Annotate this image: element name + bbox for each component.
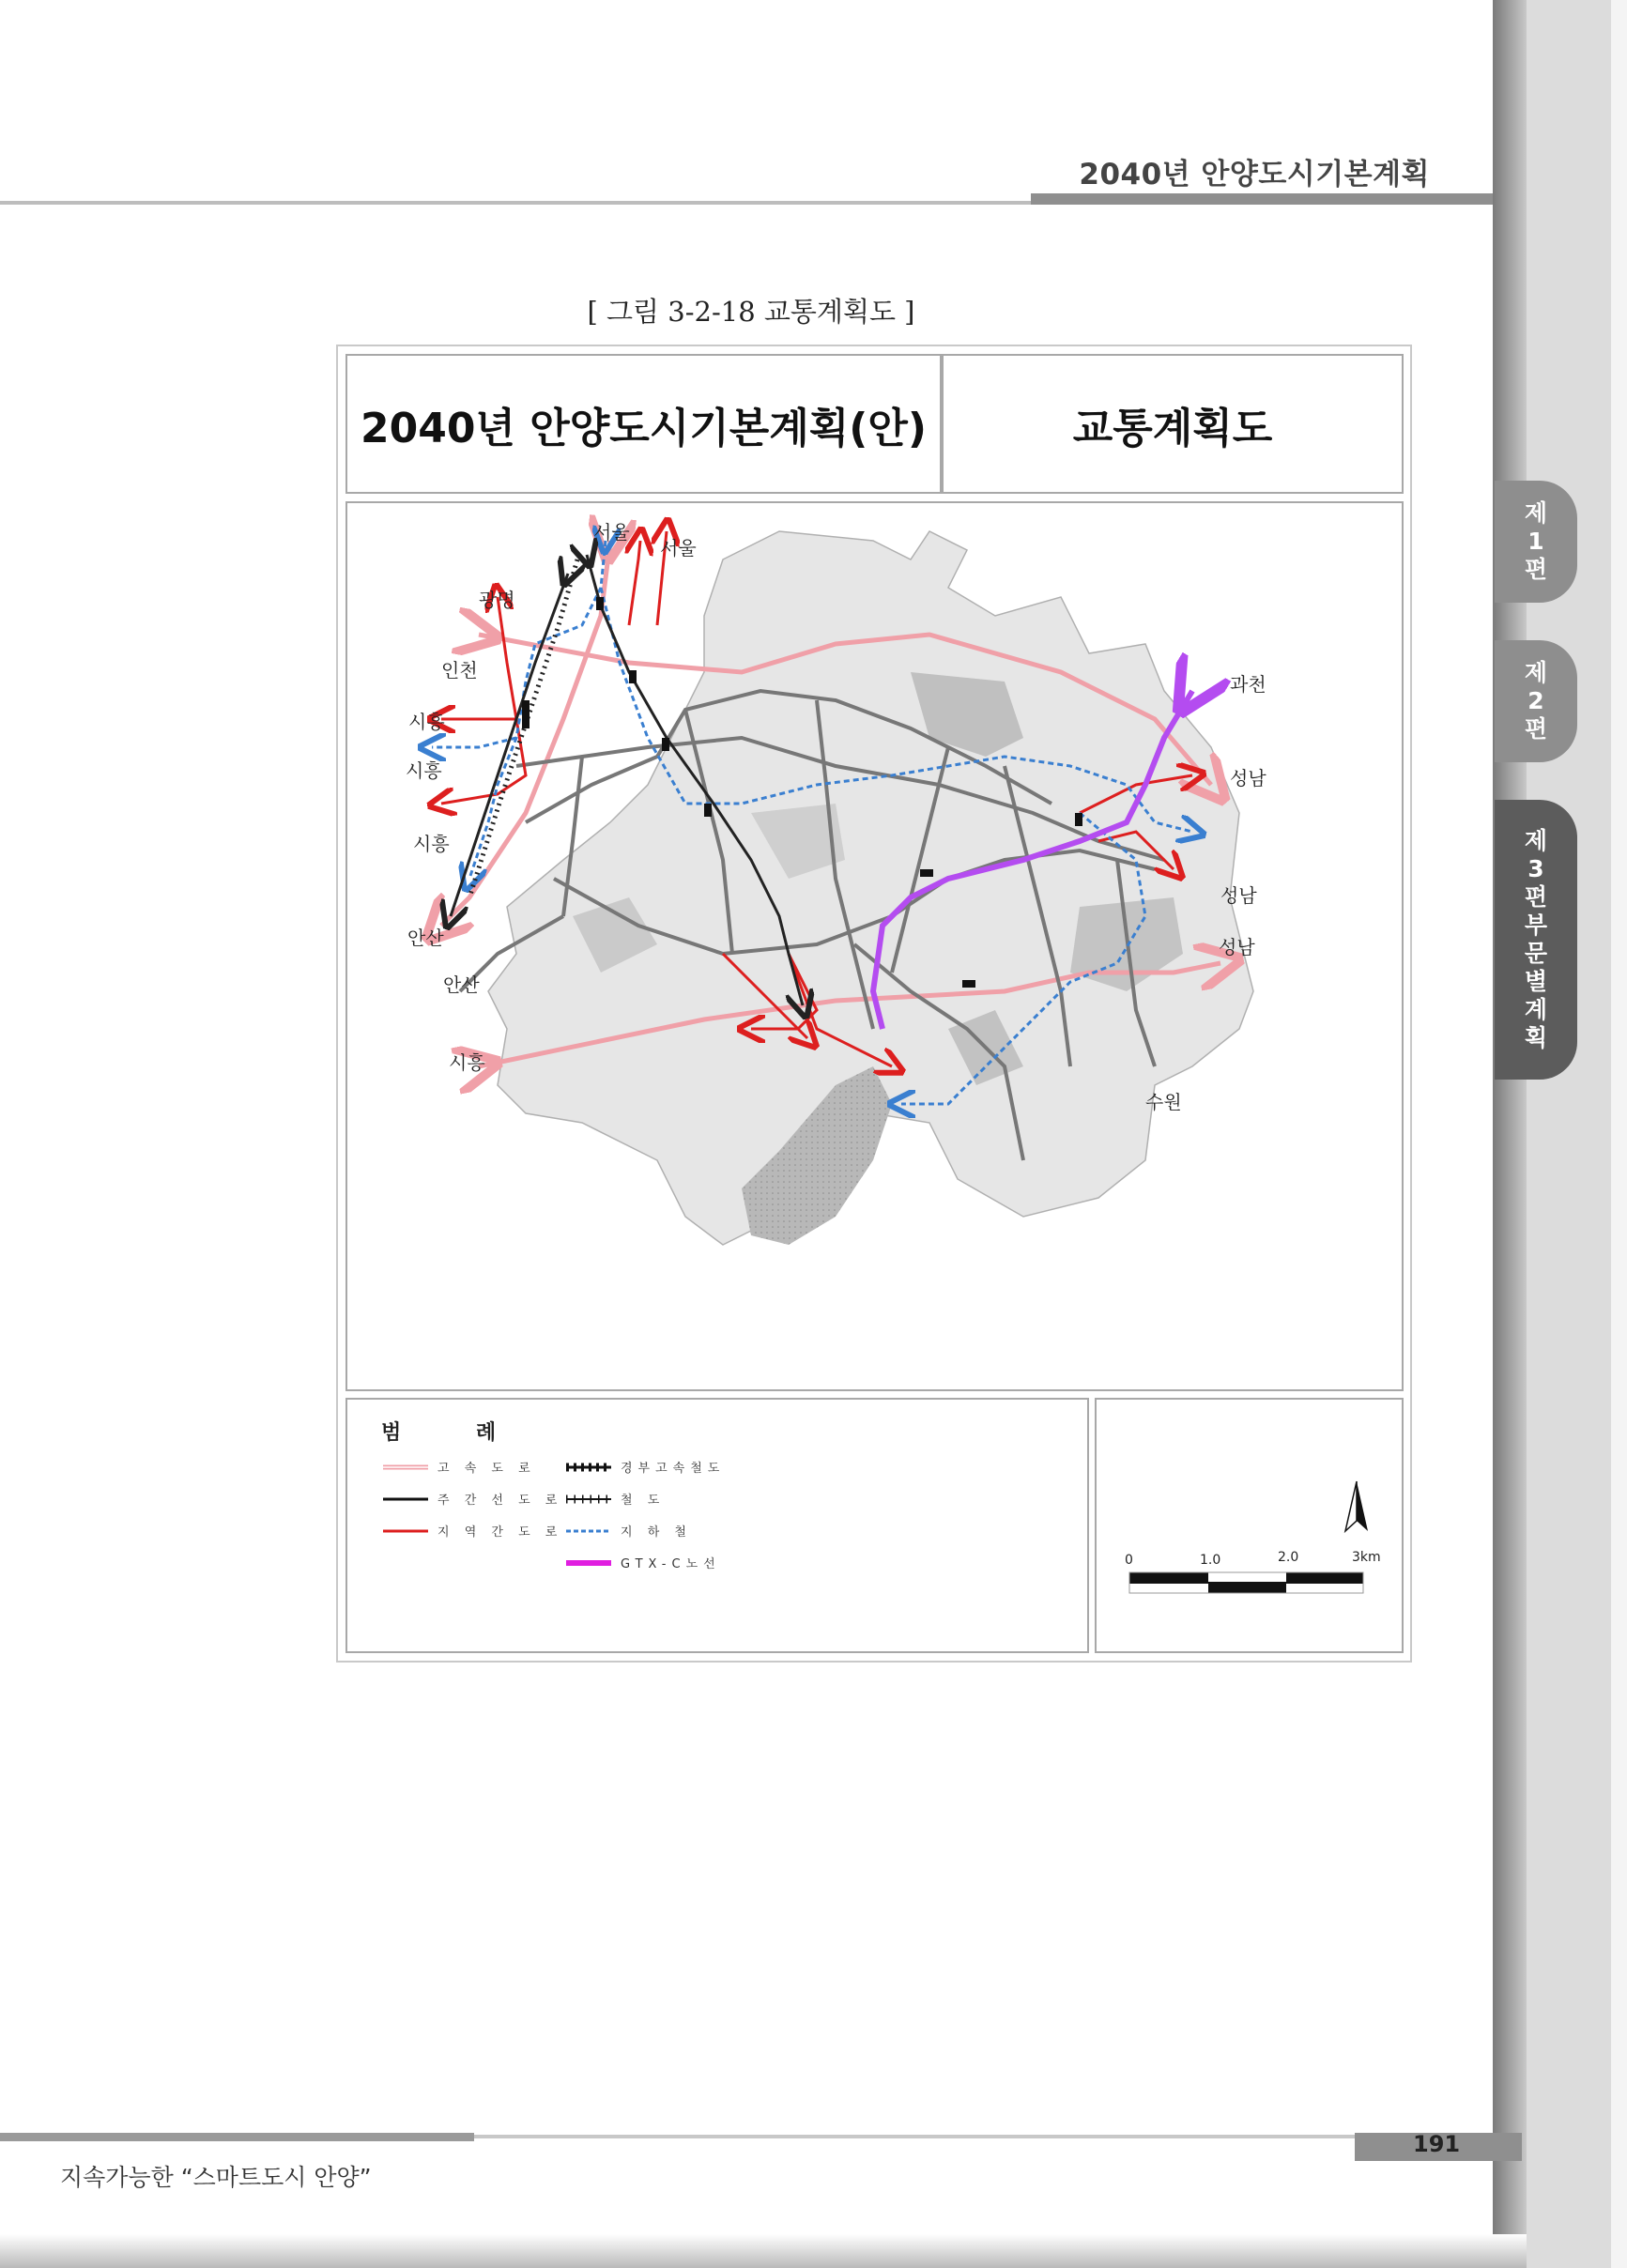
north-arrow-icon (1343, 1479, 1371, 1536)
label-seoul-1: 서울 (593, 521, 630, 544)
scale-label-0: 0 (1125, 1553, 1133, 1568)
legend-label: 고 속 도 로 (437, 1462, 536, 1476)
scale-bar (1128, 1571, 1365, 1596)
tab-char: 3 (1527, 855, 1544, 882)
tab-char: 획 (1524, 1024, 1548, 1051)
tab-char: 부 (1524, 912, 1548, 939)
legend-gtx (566, 1554, 721, 1571)
scale-panel (1095, 1398, 1404, 1653)
scale-label-1: 1.0 (1200, 1553, 1221, 1568)
map-panel (345, 501, 1404, 1391)
legend-panel (345, 1398, 1089, 1653)
label-suwon: 수원 (1145, 1091, 1182, 1113)
legend-regional (383, 1522, 562, 1540)
page-shadow-right (1493, 0, 1527, 2268)
running-header-title: 2040년 안양도시기본계획 (1079, 158, 1430, 192)
header-rule-accent (1031, 193, 1493, 205)
underlying-page-edge (1611, 0, 1627, 2268)
tab-part-1[interactable] (1495, 481, 1577, 603)
railway-swatch-icon (566, 1493, 611, 1506)
tab-char: 제 (1524, 827, 1548, 854)
transport-map (347, 503, 1402, 1389)
figure-caption: [ 그림 3-2-18 교통계획도 ] (587, 296, 915, 328)
legend-title: 범 례 (381, 1421, 530, 1445)
label-gwacheon: 과천 (1230, 673, 1266, 696)
regional-swatch-icon (383, 1525, 428, 1538)
label-incheon: 인천 (441, 659, 478, 682)
label-seongnam-3: 성남 (1219, 936, 1255, 958)
tab-char: 1 (1527, 528, 1544, 555)
page-number: 191 (1413, 2131, 1461, 2157)
plan-title: 2040년 안양도시기본계획(안) (360, 404, 928, 452)
label-siheung-3: 시흥 (413, 833, 450, 855)
plan-title-box (345, 354, 942, 494)
scale-label-3: 3km (1352, 1550, 1381, 1565)
plan-subject: 교통계획도 (1072, 404, 1273, 452)
label-siheung-1: 시흥 (408, 711, 445, 733)
legend-label: 지 역 간 도 로 (437, 1525, 563, 1540)
label-ansan-2: 안산 (443, 973, 480, 996)
plan-subject-box (942, 354, 1404, 494)
legend-label: 주 간 선 도 로 (437, 1494, 563, 1508)
legend-expressway (383, 1458, 536, 1476)
tab-char: 2 (1527, 687, 1544, 714)
footer-book-title: 지속가능한 “스마트도시 안양” (60, 2164, 372, 2191)
subway-swatch-icon (566, 1525, 611, 1538)
footer-rule-accent (0, 2133, 474, 2141)
legend-railway (566, 1490, 665, 1508)
legend-label: GTX-C노선 (621, 1557, 721, 1571)
tab-char: 제 (1524, 659, 1548, 686)
legend-label: 철 도 (621, 1494, 666, 1508)
label-siheung-4: 시흥 (449, 1051, 485, 1074)
label-seongnam-1: 성남 (1230, 767, 1266, 789)
legend-label: 지 하 철 (621, 1525, 692, 1540)
label-siheung-2: 시흥 (406, 759, 442, 782)
expressway-swatch-icon (383, 1461, 428, 1474)
tab-char: 제 (1524, 499, 1548, 527)
tab-part-2[interactable] (1495, 640, 1577, 762)
label-seoul-2: 서울 (660, 537, 697, 559)
ktx-swatch-icon (566, 1461, 611, 1474)
tab-char: 편 (1524, 715, 1548, 743)
legend-ktx (566, 1458, 725, 1476)
arterial-swatch-icon (383, 1493, 428, 1506)
scale-label-2: 2.0 (1278, 1550, 1299, 1565)
plan-frame (336, 345, 1412, 1663)
tab-char: 별 (1524, 968, 1548, 995)
legend-arterial (383, 1490, 562, 1508)
label-gwangmyeong: 광명 (479, 589, 515, 611)
label-ansan-1: 안산 (407, 927, 444, 949)
tab-char: 편 (1524, 556, 1548, 583)
legend-subway (566, 1522, 692, 1540)
page-shadow-bottom (0, 2234, 1527, 2268)
tab-char: 편 (1524, 883, 1548, 911)
label-seongnam-2: 성남 (1220, 884, 1257, 907)
tab-char: 문 (1524, 940, 1548, 967)
gtx-swatch-icon (566, 1556, 611, 1570)
tab-char: 계 (1524, 996, 1548, 1023)
tab-part-3[interactable] (1495, 800, 1577, 1080)
legend-label: 경부고속철도 (621, 1462, 726, 1476)
underlying-page (1524, 0, 1611, 2268)
